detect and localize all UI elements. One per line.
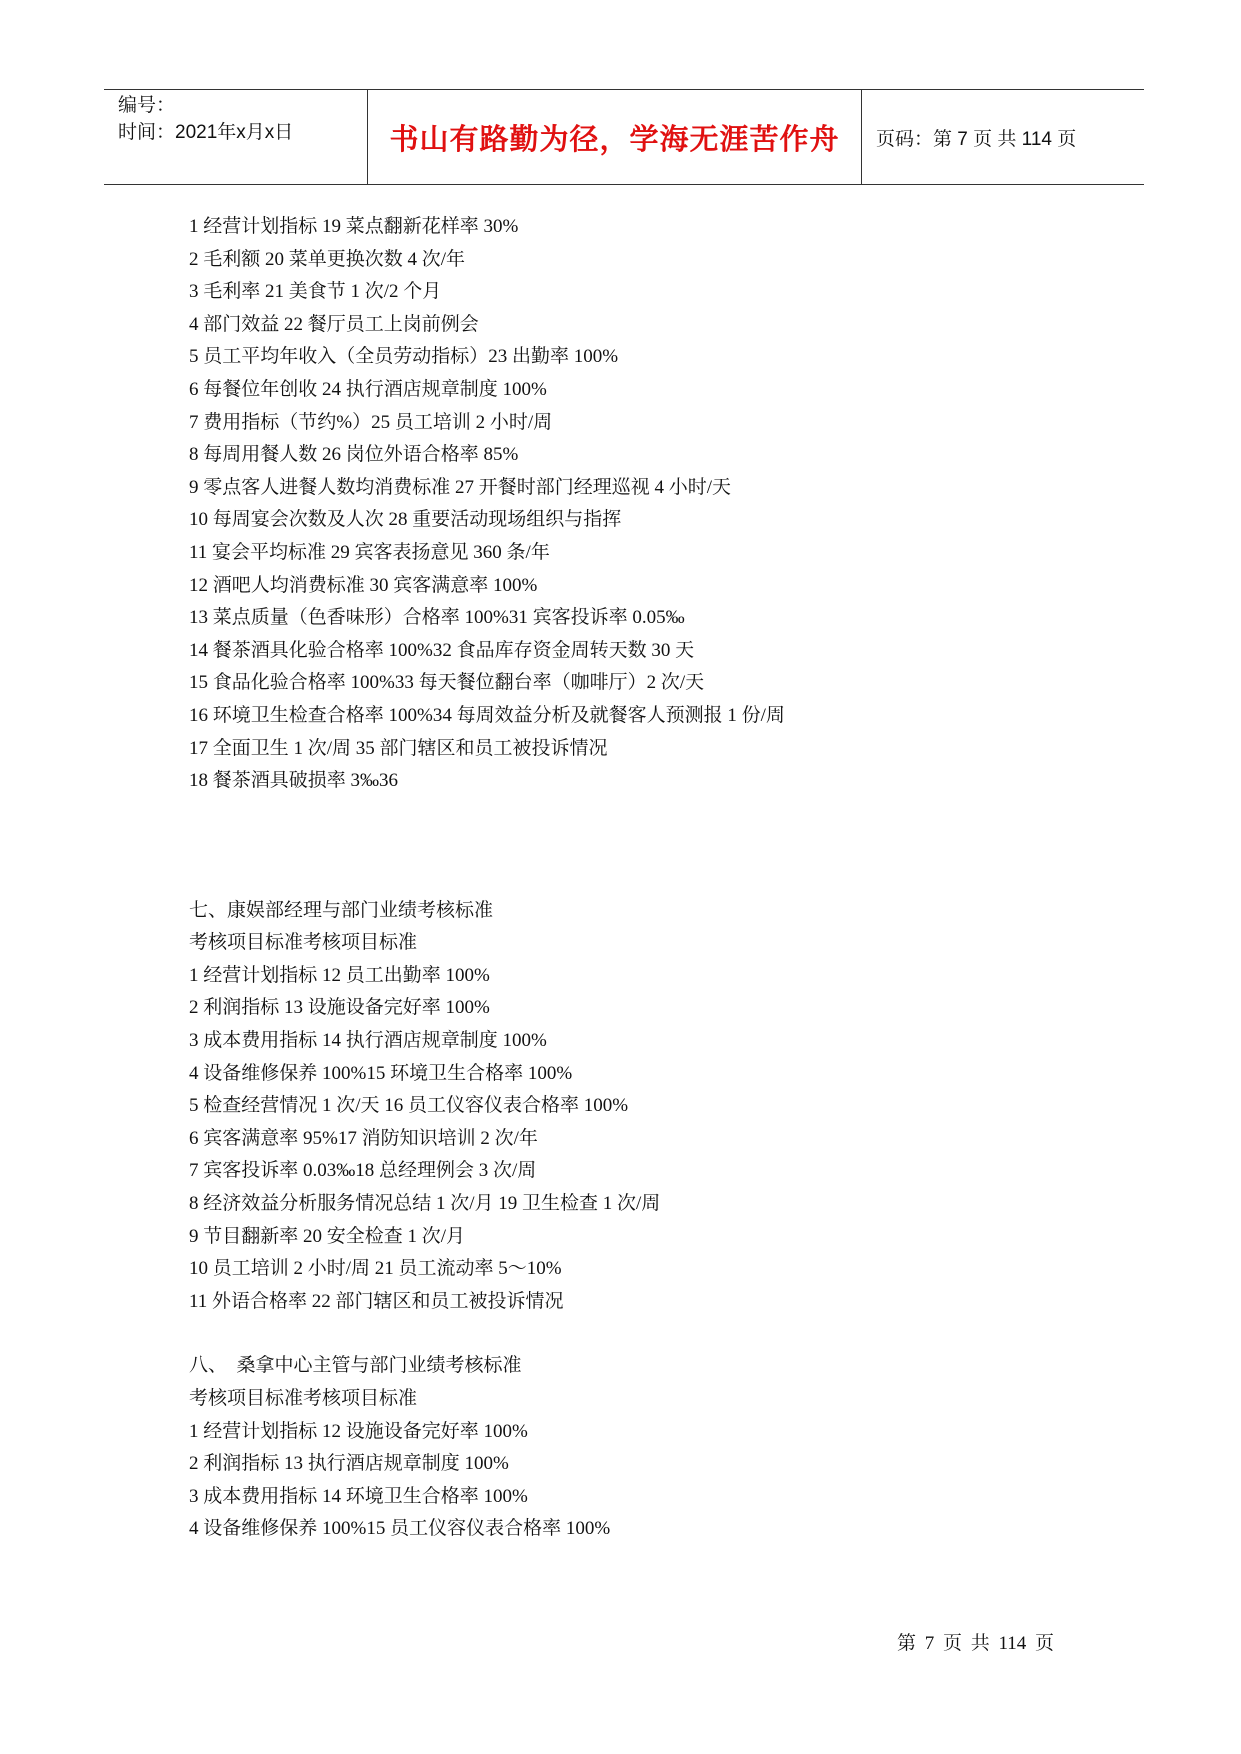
list-item: 12 酒吧人均消费标准 30 宾客满意率 100% [189, 574, 538, 596]
section-recreation [189, 895, 1149, 1319]
list-item: 11 外语合格率 22 部门辖区和员工被投诉情况 [189, 1290, 564, 1312]
list-item: 14 餐茶酒具化验合格率 100%32 食品库存资金周转天数 30 天 [189, 639, 695, 661]
page-header [104, 89, 1144, 185]
section-heading: 七、康娱部经理与部门业绩考核标准 [189, 899, 494, 921]
list-item: 3 毛利率 21 美食节 1 次/2 个月 [189, 281, 442, 303]
section-restaurant-list [189, 211, 1149, 798]
list-item: 1 经营计划指标 12 设施设备完好率 100% [189, 1420, 528, 1442]
list-item: 2 利润指标 13 设施设备完好率 100% [189, 997, 490, 1019]
section-heading: 八、 桑拿中心主管与部门业绩考核标准 [189, 1355, 522, 1377]
header-page-number: 页码：第 7 页 共 114 页 [876, 128, 1077, 150]
header-motto: 书山有路勤为径，学海无涯苦作舟 [368, 90, 862, 184]
section-subheading: 考核项目标准考核项目标准 [189, 932, 418, 954]
list-item: 2 毛利额 20 菜单更换次数 4 次/年 [189, 248, 466, 270]
list-item: 18 餐茶酒具破损率 3‰36 [189, 770, 399, 792]
doc-number-label: 编号： [118, 95, 176, 116]
list-item: 1 经营计划指标 19 菜点翻新花样率 30% [189, 216, 519, 237]
list-item: 8 经济效益分析服务情况总结 1 次/月 19 卫生检查 1 次/周 [189, 1193, 661, 1215]
list-item: 9 零点客人进餐人数均消费标准 27 开餐时部门经理巡视 4 小时/天 [189, 476, 732, 498]
page-footer: 第 7 页 共 114 页 [897, 1633, 1055, 1654]
list-item: 9 节目翻新率 20 安全检查 1 次/月 [189, 1225, 466, 1247]
list-item: 6 每餐位年创收 24 执行酒店规章制度 100% [189, 378, 547, 400]
section-sauna [189, 1350, 1149, 1546]
document-body [189, 211, 1149, 1546]
list-item: 13 菜点质量（色香味形）合格率 100%31 宾客投诉率 0.05‰ [189, 607, 685, 629]
list-item: 4 设备维修保养 100%15 环境卫生合格率 100% [189, 1062, 573, 1084]
section-subheading: 考核项目标准考核项目标准 [189, 1388, 418, 1409]
spacer [189, 1318, 1149, 1350]
doc-time-label: 时间：2021年x月x日 [118, 122, 294, 143]
list-item: 5 员工平均年收入（全员劳动指标）23 出勤率 100% [189, 346, 619, 368]
list-item: 16 环境卫生检查合格率 100%34 每周效益分析及就餐客人预测报 1 份/周 [189, 704, 785, 726]
list-item: 1 经营计划指标 12 员工出勤率 100% [189, 964, 490, 986]
list-item: 15 食品化验合格率 100%33 每天餐位翻台率（咖啡厅）2 次/天 [189, 672, 705, 694]
list-item: 10 员工培训 2 小时/周 21 员工流动率 5～10% [189, 1258, 562, 1280]
list-item: 6 宾客满意率 95%17 消防知识培训 2 次/年 [189, 1127, 538, 1149]
list-item: 2 利润指标 13 执行酒店规章制度 100% [189, 1453, 509, 1475]
list-item: 17 全面卫生 1 次/周 35 部门辖区和员工被投诉情况 [189, 737, 608, 759]
list-item: 3 成本费用指标 14 环境卫生合格率 100% [189, 1485, 528, 1507]
list-item: 8 每周用餐人数 26 岗位外语合格率 85% [189, 444, 519, 466]
spacer [189, 798, 1149, 895]
list-item: 4 设备维修保养 100%15 员工仪容仪表合格率 100% [189, 1518, 611, 1540]
list-item: 5 检查经营情况 1 次/天 16 员工仪容仪表合格率 100% [189, 1095, 629, 1117]
list-item: 7 费用指标（节约%）25 员工培训 2 小时/周 [189, 411, 553, 433]
list-item: 11 宴会平均标准 29 宾客表扬意见 360 条/年 [189, 541, 550, 563]
list-item: 4 部门效益 22 餐厅员工上岗前例会 [189, 313, 479, 335]
list-item: 10 每周宴会次数及人次 28 重要活动现场组织与指挥 [189, 509, 622, 531]
list-item: 7 宾客投诉率 0.03‰18 总经理例会 3 次/周 [189, 1160, 537, 1182]
list-item: 3 成本费用指标 14 执行酒店规章制度 100% [189, 1030, 547, 1052]
header-meta [104, 90, 368, 184]
